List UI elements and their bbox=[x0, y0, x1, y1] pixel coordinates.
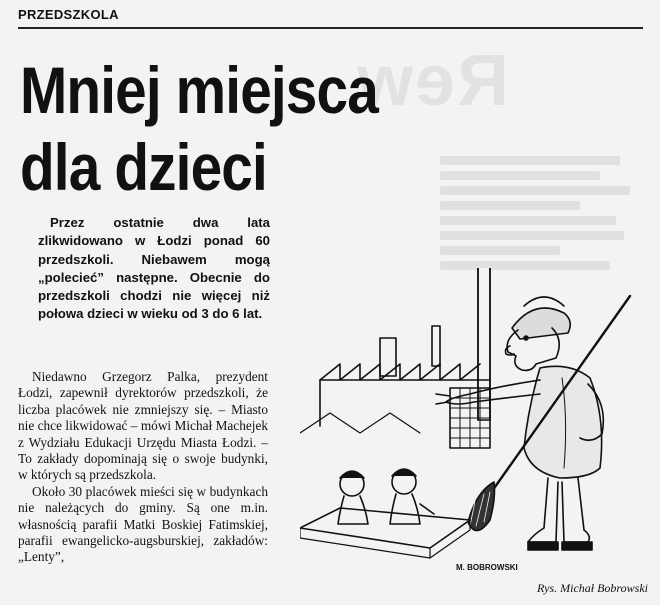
headline-line-2: dla dzieci bbox=[20, 130, 267, 204]
section-rule bbox=[18, 27, 643, 29]
headline-line-1: Mniej miejsca bbox=[20, 53, 378, 127]
illustration-signature: M. BOBROWSKI bbox=[456, 563, 518, 572]
bleed-through-columns bbox=[440, 150, 640, 276]
section-label: PRZEDSZKOLA bbox=[18, 7, 119, 22]
lead-paragraph: Przez ostatnie dwa lata zlikwidowano w Łodzi ponad 60 przedszkoli. Niebawem mogą „polecieć” następne. Obecnie do przedszkoli chodzi nie więcej niż połowa dzieci w wieku od 3 do 6 lat. bbox=[38, 215, 270, 322]
factory-drawing bbox=[300, 268, 512, 448]
headline bbox=[20, 52, 467, 206]
body-paragraph-2: Około 30 placówek mieści się w budynkach nie należących do gminy. Są one m.in. własnością parafii Matki Boskiej Fatimskiej, parafii ewangelicko-augsburskiej, zakładów: „Lenty”, bbox=[18, 483, 268, 565]
illustration-caption: Rys. Michał Bobrowski bbox=[537, 581, 648, 595]
bleed-through-decoration: Rew bbox=[355, 41, 510, 121]
cartoon-illustration bbox=[300, 268, 650, 573]
sweeper-figure bbox=[436, 296, 630, 550]
article-body bbox=[18, 369, 268, 566]
body-paragraph-1: Niedawno Grzegorz Palka, prezydent Łodzi, zapewnił dyrektorów przedszkoli, że liczba placówek nie zmniejszy się. – Miasto nie chce likwidować – mówi Michał Machejek z Wydziału Edukacji Urzędu Miasta Łodzi. – To zakłady dopominają się o swoje budynki, w których są przedszkola. bbox=[18, 369, 268, 483]
